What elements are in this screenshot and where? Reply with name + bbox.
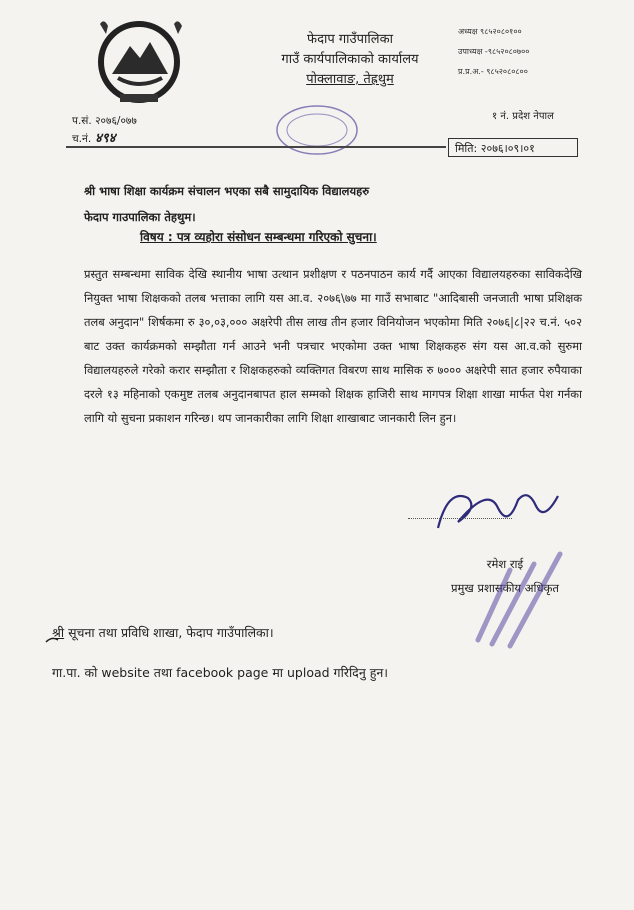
upload-note: गा.पा. को website तथा facebook page मा upload गरिदिनु हुन।: [52, 665, 389, 680]
nepal-emblem-icon: [90, 16, 188, 104]
handwritten-signature-icon: [418, 478, 568, 538]
header-divider: [66, 146, 446, 148]
cc-prefix: श्री: [52, 625, 65, 640]
body-paragraph: प्रस्तुत सम्बन्धमा साविक देखि स्थानीय भाषा उत्थान प्रशीक्षण र पठनपाठन कार्य गर्दै आएका विद्यालयहरुका साविकदेखि नियुक्त भाषा शिक्षकको तलब भत्ताका लागि यस आ.व. २०७६\७७ मा गाउँ सभाबाट "आदिबासी जनजाती भाषा प्रशिक्षक तलब अनुदान" शिर्षकमा रु ३०,०३,००० अक्षरेपी तीस लाख तीन हजार विनियोजन भएकोमा मिति २०७६|८|२२ च.नं. ५०२ बाट उक्त कार्यक्रमको सम्झौता गर्न आउने भनी पत्रचार भएकोमा उक्त भाषा शिक्षकहरु संग यस आ.व.को सुरुमा विद्यालयहरुले गरेको करार सम्झौता र शिक्षकहरुको व्यक्तिगत विबरण साथ मासिक रु ७००० अक्षरेपी सात हजार रुपैयाका दरले १३ महिनाको एकमुष्ट तलब अनुदानबापत हाल सम्मको शिक्षक हाजिरी साथ मागपत्र शिक्षा शाखा मार्फत पेश गर्नका लागि यो सुचना प्रकाशन गरिन्छ। थप जानकारीका लागि शिक्षा शाखाबाट जानकारी लिन हुन।: [84, 267, 582, 425]
office-stamp-icon: [272, 102, 362, 158]
addressee-line-1: श्री भाषा शिक्षा कार्यक्रम संचालन भएका सबै सामुदायिक विद्यालयहरु: [84, 184, 370, 198]
date-box: मिति: २०७६।०९।०१: [448, 138, 578, 157]
cc-line: [52, 624, 274, 641]
office-address: पोक्लावाङ, तेह्रथुम: [306, 72, 394, 87]
contact-cao: प्र.प्र.अ.- ९८५२०८०८००: [458, 67, 528, 76]
signatory-title: प्रमुख प्रशासकीय अधिकृत: [451, 581, 559, 595]
designation-stamp-icon: [470, 540, 590, 650]
signature-line: [408, 518, 512, 519]
signatory-name: रमेश राई: [486, 557, 524, 571]
addressee-line-2: फेदाप गाउपालिका तेहथुम।: [84, 210, 196, 224]
province-label: १ नं. प्रदेश नेपाल: [492, 111, 554, 122]
office-heading: [250, 30, 450, 90]
office-subtitle: गाउँ कार्यपालिकाको कार्यालय: [281, 52, 419, 67]
contact-list: [458, 22, 529, 82]
dispatch-number-label: च.नं.: [72, 133, 92, 145]
subject-line: विषय : पत्र व्यहोरा संसोधन सम्बन्धमा गरिएको सुचना।: [140, 230, 377, 244]
fiscal-year-ref: प.सं. २०७६/०७७: [72, 115, 137, 127]
contact-chair: अध्यक्ष ९८५२०८०१००: [458, 27, 522, 36]
addressee-block: [84, 178, 369, 230]
reference-block: [72, 112, 137, 148]
office-name: फेदाप गाउँपालिका: [307, 32, 393, 47]
cc-recipient: सूचना तथा प्रविधि शाखा, फेदाप गाउँपालिका।: [68, 625, 274, 640]
contact-vice-chair: उपाध्यक्ष -९८५२०८०७००: [458, 47, 530, 56]
dispatch-number-value: ४९४: [95, 131, 116, 146]
